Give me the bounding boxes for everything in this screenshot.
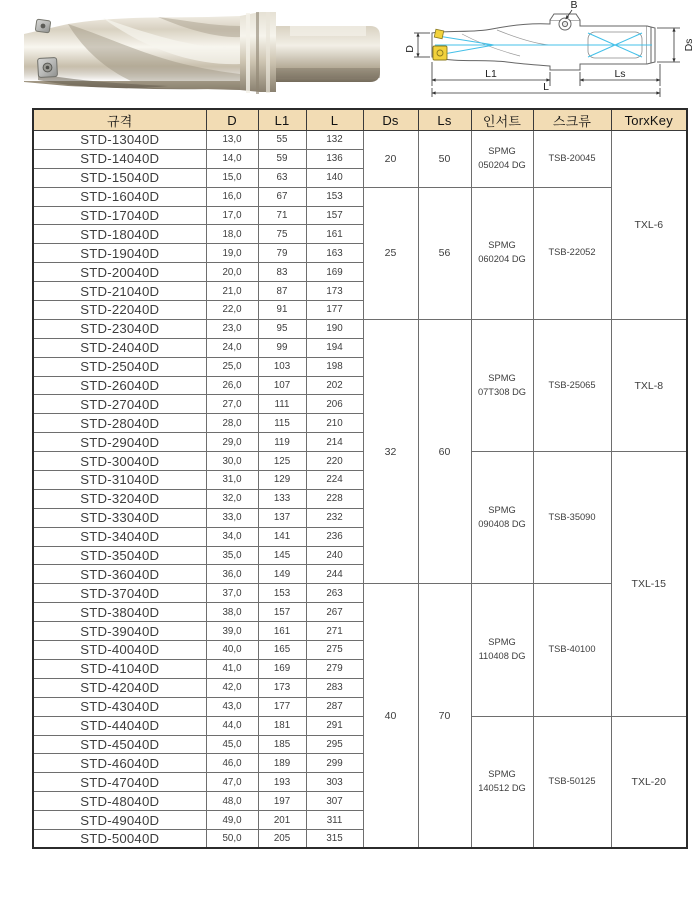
cell-l1: 205 [258,829,306,848]
cell-l: 177 [306,301,363,320]
cell-spec: STD-49040D [33,811,206,830]
cell-screw-group: TSB-35090 [533,452,611,584]
cell-l: 236 [306,527,363,546]
cell-torx-group: TXL-6 [611,131,687,320]
cell-spec: STD-35040D [33,546,206,565]
cell-l1: 133 [258,489,306,508]
cell-l: 299 [306,754,363,773]
cell-insert-group: SPMG 050204 DG [471,131,533,188]
cell-insert-group: SPMG 110408 DG [471,584,533,716]
cell-l1: 129 [258,471,306,490]
cell-ls-group: 70 [418,584,471,848]
cell-l1: 87 [258,282,306,301]
cell-l1: 79 [258,244,306,263]
column-header-2: L1 [258,109,306,131]
cell-d: 26,0 [206,376,258,395]
cell-l: 202 [306,376,363,395]
cell-ds-group: 40 [363,584,418,848]
cell-spec: STD-50040D [33,829,206,848]
cell-spec: STD-48040D [33,792,206,811]
cell-d: 27,0 [206,395,258,414]
cell-spec: STD-26040D [33,376,206,395]
cell-d: 41,0 [206,659,258,678]
cell-spec: STD-13040D [33,131,206,150]
cell-spec: STD-32040D [33,489,206,508]
cell-spec: STD-39040D [33,622,206,641]
cell-d: 30,0 [206,452,258,471]
dim-label-b: B [570,0,578,11]
drill-collar [240,12,276,94]
cell-l1: 145 [258,546,306,565]
cell-d: 34,0 [206,527,258,546]
column-header-1: D [206,109,258,131]
cell-spec: STD-33040D [33,508,206,527]
cell-torx-group: TXL-15 [611,452,687,716]
cell-l1: 193 [258,773,306,792]
cell-l1: 137 [258,508,306,527]
cell-l1: 119 [258,433,306,452]
cell-spec: STD-23040D [33,319,206,338]
cell-spec: STD-44040D [33,716,206,735]
cell-l1: 95 [258,319,306,338]
cell-d: 31,0 [206,471,258,490]
drill-photo-svg [8,4,396,100]
cell-l1: 59 [258,149,306,168]
cell-l: 173 [306,282,363,301]
cell-spec: STD-47040D [33,773,206,792]
cell-spec: STD-21040D [33,282,206,301]
table-row [33,131,687,150]
cell-spec: STD-29040D [33,433,206,452]
cell-l1: 107 [258,376,306,395]
dim-label-l: L [543,81,549,93]
cell-spec: STD-20040D [33,263,206,282]
cell-ls-group: 60 [418,319,471,583]
cell-l1: 115 [258,414,306,433]
drill-photo [8,4,396,100]
cell-d: 35,0 [206,546,258,565]
cell-l1: 149 [258,565,306,584]
column-header-5: Ls [418,109,471,131]
cell-l: 283 [306,678,363,697]
dimension-diagram [402,0,696,102]
cell-screw-group: TSB-50125 [533,716,611,848]
cell-l1: 91 [258,301,306,320]
cell-l1: 99 [258,338,306,357]
cell-spec: STD-17040D [33,206,206,225]
cell-l: 263 [306,584,363,603]
cell-d: 21,0 [206,282,258,301]
cell-ds-group: 25 [363,187,418,319]
cell-spec: STD-28040D [33,414,206,433]
cell-screw-group: TSB-40100 [533,584,611,716]
cell-l1: 189 [258,754,306,773]
cell-ds-group: 32 [363,319,418,583]
cell-l: 157 [306,206,363,225]
cell-d: 36,0 [206,565,258,584]
cell-d: 42,0 [206,678,258,697]
cell-l: 161 [306,225,363,244]
cell-d: 23,0 [206,319,258,338]
cell-d: 49,0 [206,811,258,830]
cell-l1: 157 [258,603,306,622]
cell-l1: 55 [258,131,306,150]
table-header-row [33,109,687,131]
column-header-0: 규격 [33,109,206,131]
cell-l1: 141 [258,527,306,546]
dim-label-ls: Ls [614,68,626,80]
cell-l: 244 [306,565,363,584]
cell-d: 22,0 [206,301,258,320]
cell-d: 50,0 [206,829,258,848]
cell-insert-group: SPMG 060204 DG [471,187,533,319]
cell-spec: STD-27040D [33,395,206,414]
cell-ds-group: 20 [363,131,418,188]
dimension-diagram-svg [402,0,696,102]
cell-l: 169 [306,263,363,282]
cell-spec: STD-45040D [33,735,206,754]
cell-spec: STD-36040D [33,565,206,584]
cell-spec: STD-19040D [33,244,206,263]
cell-d: 33,0 [206,508,258,527]
cell-spec: STD-34040D [33,527,206,546]
cell-spec: STD-31040D [33,471,206,490]
cell-l: 228 [306,489,363,508]
dim-label-d: D [404,45,416,53]
cell-l: 206 [306,395,363,414]
cell-ls-group: 50 [418,131,471,188]
cell-spec: STD-43040D [33,697,206,716]
column-header-3: L [306,109,363,131]
cell-d: 37,0 [206,584,258,603]
cell-l: 311 [306,811,363,830]
cell-d: 20,0 [206,263,258,282]
cell-l: 224 [306,471,363,490]
column-header-4: Ds [363,109,418,131]
cell-l: 194 [306,338,363,357]
table-row [33,187,687,206]
cell-l: 267 [306,603,363,622]
cell-d: 16,0 [206,187,258,206]
cell-l: 295 [306,735,363,754]
cell-insert-group: SPMG 07T308 DG [471,319,533,451]
cell-l1: 201 [258,811,306,830]
cell-spec: STD-41040D [33,659,206,678]
cell-l: 136 [306,149,363,168]
table-row [33,452,687,471]
cell-l: 287 [306,697,363,716]
cell-spec: STD-37040D [33,584,206,603]
cell-l1: 197 [258,792,306,811]
cell-l: 140 [306,168,363,187]
cell-d: 28,0 [206,414,258,433]
dim-label-l1: L1 [485,68,497,80]
cell-d: 38,0 [206,603,258,622]
cell-spec: STD-22040D [33,301,206,320]
cell-d: 25,0 [206,357,258,376]
cell-d: 14,0 [206,149,258,168]
cell-l: 220 [306,452,363,471]
cell-l: 232 [306,508,363,527]
cell-spec: STD-42040D [33,678,206,697]
cell-l1: 165 [258,641,306,660]
cell-d: 43,0 [206,697,258,716]
cell-l1: 181 [258,716,306,735]
cell-d: 18,0 [206,225,258,244]
cell-screw-group: TSB-22052 [533,187,611,319]
cell-l: 132 [306,131,363,150]
dim-label-ds: Ds [683,38,695,52]
cell-l1: 111 [258,395,306,414]
cell-d: 39,0 [206,622,258,641]
cell-l: 210 [306,414,363,433]
cell-d: 32,0 [206,489,258,508]
cell-spec: STD-24040D [33,338,206,357]
cell-l1: 125 [258,452,306,471]
cell-l: 214 [306,433,363,452]
cell-l1: 103 [258,357,306,376]
spec-table [32,108,688,849]
column-header-6: 인서트 [471,109,533,131]
cell-insert-group: SPMG 140512 DG [471,716,533,848]
cell-l1: 67 [258,187,306,206]
cell-spec: STD-40040D [33,641,206,660]
cell-l1: 177 [258,697,306,716]
cell-d: 15,0 [206,168,258,187]
cell-l1: 75 [258,225,306,244]
column-header-7: 스크류 [533,109,611,131]
cell-l: 275 [306,641,363,660]
cell-torx-group: TXL-20 [611,716,687,848]
cell-d: 40,0 [206,641,258,660]
cell-l: 163 [306,244,363,263]
cell-l: 271 [306,622,363,641]
cell-d: 13,0 [206,131,258,150]
cell-l: 279 [306,659,363,678]
cell-spec: STD-15040D [33,168,206,187]
cell-l1: 71 [258,206,306,225]
table-row [33,319,687,338]
cell-l1: 161 [258,622,306,641]
cell-d: 24,0 [206,338,258,357]
cell-l: 198 [306,357,363,376]
cell-d: 29,0 [206,433,258,452]
cell-spec: STD-18040D [33,225,206,244]
cell-spec: STD-16040D [33,187,206,206]
cell-spec: STD-14040D [33,149,206,168]
cell-d: 44,0 [206,716,258,735]
cell-l: 303 [306,773,363,792]
drill-body [24,16,240,90]
cell-torx-group: TXL-8 [611,319,687,451]
cell-d: 19,0 [206,244,258,263]
cell-l1: 173 [258,678,306,697]
cell-spec: STD-38040D [33,603,206,622]
cell-spec: STD-25040D [33,357,206,376]
cell-ls-group: 56 [418,187,471,319]
drill-shank [276,26,380,82]
cell-l1: 153 [258,584,306,603]
cell-insert-group: SPMG 090408 DG [471,452,533,584]
cell-l1: 185 [258,735,306,754]
cell-l: 307 [306,792,363,811]
cell-d: 45,0 [206,735,258,754]
cell-l: 190 [306,319,363,338]
cell-screw-group: TSB-20045 [533,131,611,188]
table-row [33,716,687,735]
cell-l: 291 [306,716,363,735]
cell-l1: 83 [258,263,306,282]
cell-l1: 63 [258,168,306,187]
cell-d: 17,0 [206,206,258,225]
cell-d: 46,0 [206,754,258,773]
cell-l1: 169 [258,659,306,678]
cell-l: 153 [306,187,363,206]
cell-d: 48,0 [206,792,258,811]
cell-screw-group: TSB-25065 [533,319,611,451]
cell-spec: STD-46040D [33,754,206,773]
cell-spec: STD-30040D [33,452,206,471]
column-header-8: TorxKey [611,109,687,131]
cell-d: 47,0 [206,773,258,792]
table-row [33,584,687,603]
cell-l: 240 [306,546,363,565]
cell-l: 315 [306,829,363,848]
